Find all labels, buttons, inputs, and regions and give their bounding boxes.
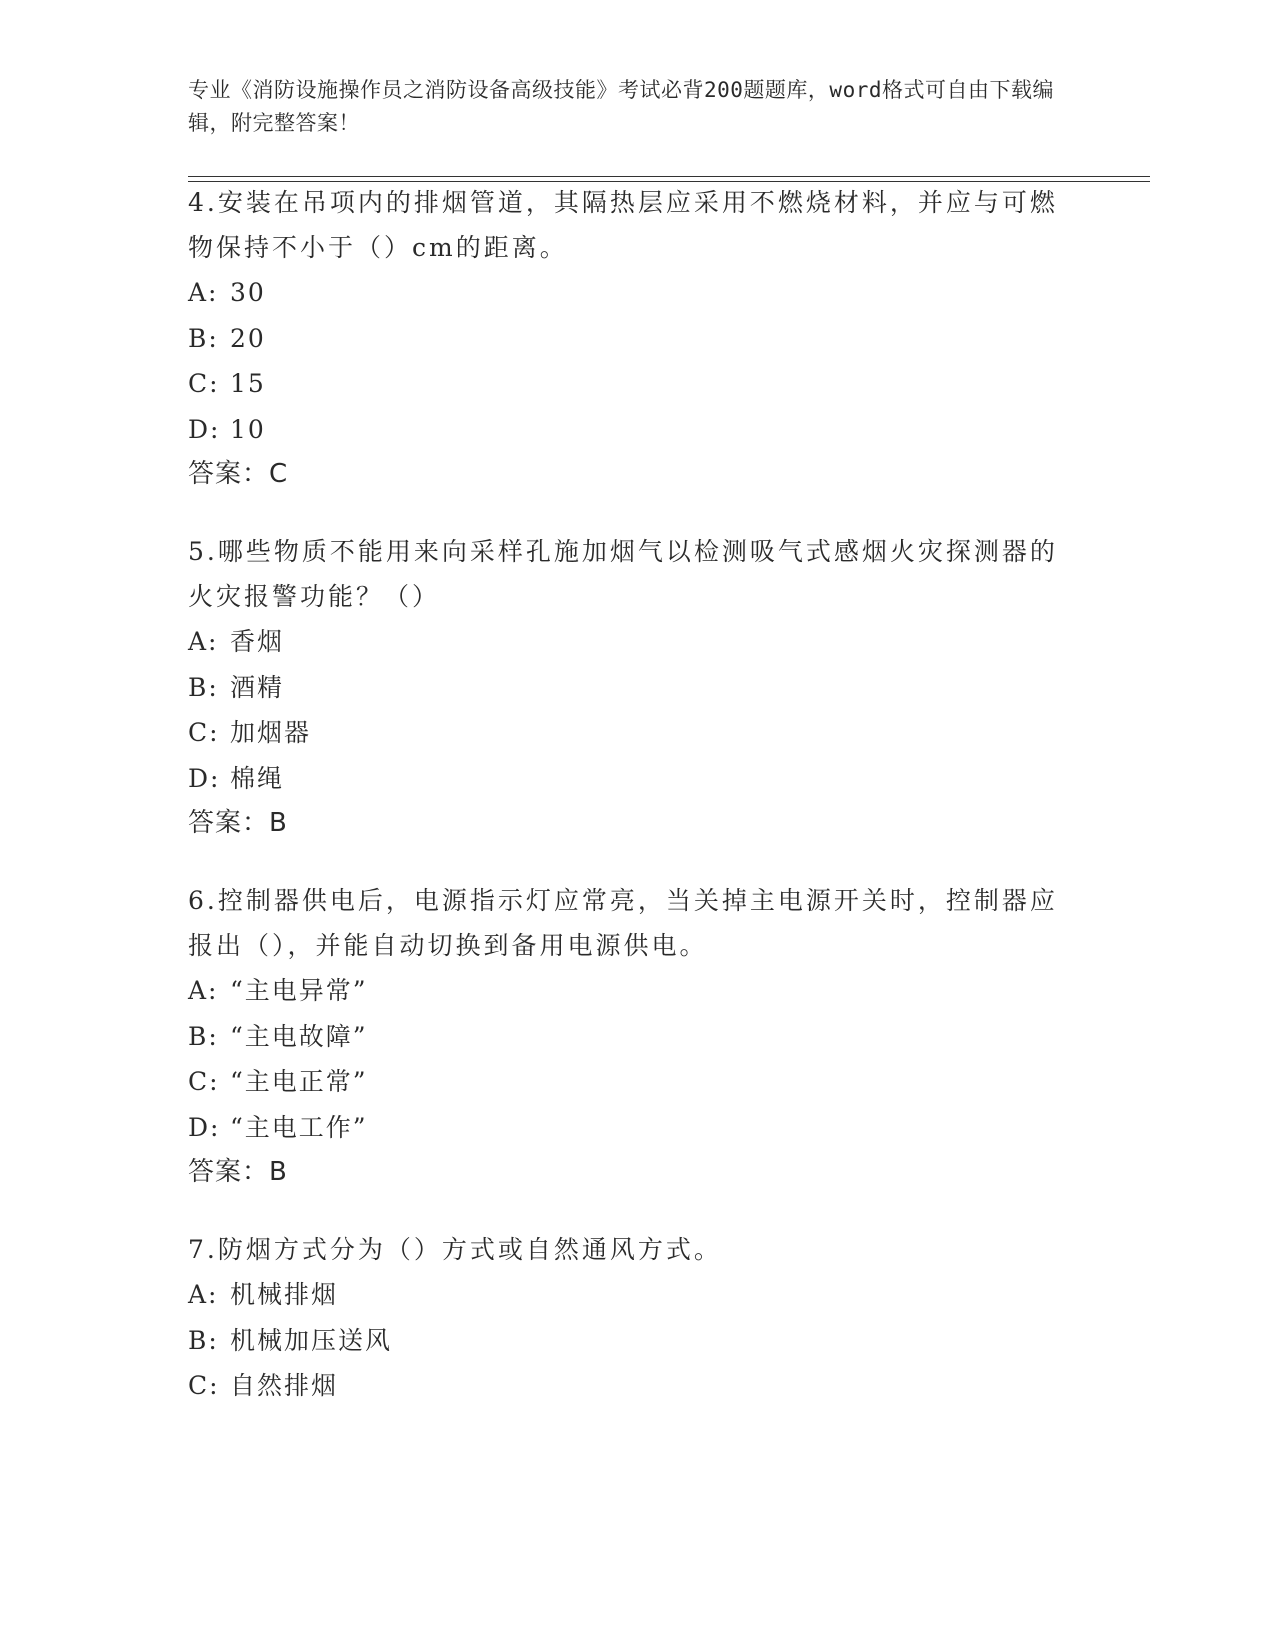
option-a <box>188 619 1068 665</box>
option-a <box>188 270 1068 316</box>
option-text: 10 <box>230 414 266 444</box>
option-key: D: <box>188 414 221 444</box>
option-text: “主电正常” <box>230 1067 368 1096</box>
answer: 答案：B <box>188 808 288 838</box>
option-c <box>188 1363 1068 1409</box>
option-d <box>188 756 1068 802</box>
option-key: C: <box>188 1067 220 1096</box>
option-d <box>188 1105 1068 1151</box>
option-key: D: <box>188 1112 221 1142</box>
option-text: 机械排烟 <box>230 1280 339 1309</box>
option-c <box>188 1059 1068 1105</box>
option-a <box>188 968 1068 1014</box>
option-key: A: <box>188 976 219 1005</box>
option-key: C: <box>188 718 220 747</box>
question-7 <box>188 1227 1068 1409</box>
option-key: B: <box>188 672 219 702</box>
option-c <box>188 710 1068 756</box>
option-key: C: <box>188 1371 220 1400</box>
document-header: 专业《消防设施操作员之消防设备高级技能》考试必背200题题库，word格式可自由下载编辑，附完整答案！ <box>188 78 1054 135</box>
option-key: A: <box>188 278 219 307</box>
header-divider-top <box>188 176 1150 177</box>
option-text: “主电异常” <box>230 976 368 1005</box>
option-text: 加烟器 <box>230 718 312 747</box>
option-text: “主电工作” <box>230 1112 368 1142</box>
option-key: A: <box>188 1280 219 1309</box>
option-key: B: <box>188 1325 219 1355</box>
option-b <box>188 1318 1068 1364</box>
question-5 <box>188 529 1068 845</box>
option-text: 机械加压送风 <box>230 1325 393 1355</box>
question-stem: 7.防烟方式分为（）方式或自然通风方式。 <box>188 1235 722 1264</box>
option-text: 香烟 <box>230 627 285 656</box>
option-text: “主电故障” <box>230 1021 368 1051</box>
answer: 答案：B <box>188 1157 288 1187</box>
question-stem: 4.安装在吊项内的排烟管道，其隔热层应采用不燃烧材料，并应与可燃物保持不小于（）cm的距离。 <box>188 188 1058 262</box>
question-stem: 5.哪些物质不能用来向采样孔施加烟气以检测吸气式感烟火灾探测器的火灾报警功能？（） <box>188 537 1058 611</box>
question-4 <box>188 180 1068 496</box>
option-text: 酒精 <box>230 672 285 702</box>
option-b <box>188 1014 1068 1060</box>
option-key: D: <box>188 763 221 793</box>
option-key: B: <box>188 323 219 353</box>
option-b <box>188 316 1068 362</box>
option-key: C: <box>188 369 220 398</box>
option-text: 15 <box>230 369 266 398</box>
option-text: 30 <box>230 278 266 307</box>
option-key: A: <box>188 627 219 656</box>
option-a <box>188 1272 1068 1318</box>
option-text: 自然排烟 <box>230 1371 339 1400</box>
question-6 <box>188 878 1068 1194</box>
option-key: B: <box>188 1021 219 1051</box>
option-text: 20 <box>230 323 266 353</box>
answer: 答案：C <box>188 459 289 489</box>
option-d <box>188 407 1068 453</box>
option-b <box>188 665 1068 711</box>
option-c <box>188 361 1068 407</box>
question-stem: 6.控制器供电后，电源指示灯应常亮，当关掉主电源开关时，控制器应报出（），并能自动切换到备用电源供电。 <box>188 886 1058 960</box>
option-text: 棉绳 <box>230 763 285 793</box>
